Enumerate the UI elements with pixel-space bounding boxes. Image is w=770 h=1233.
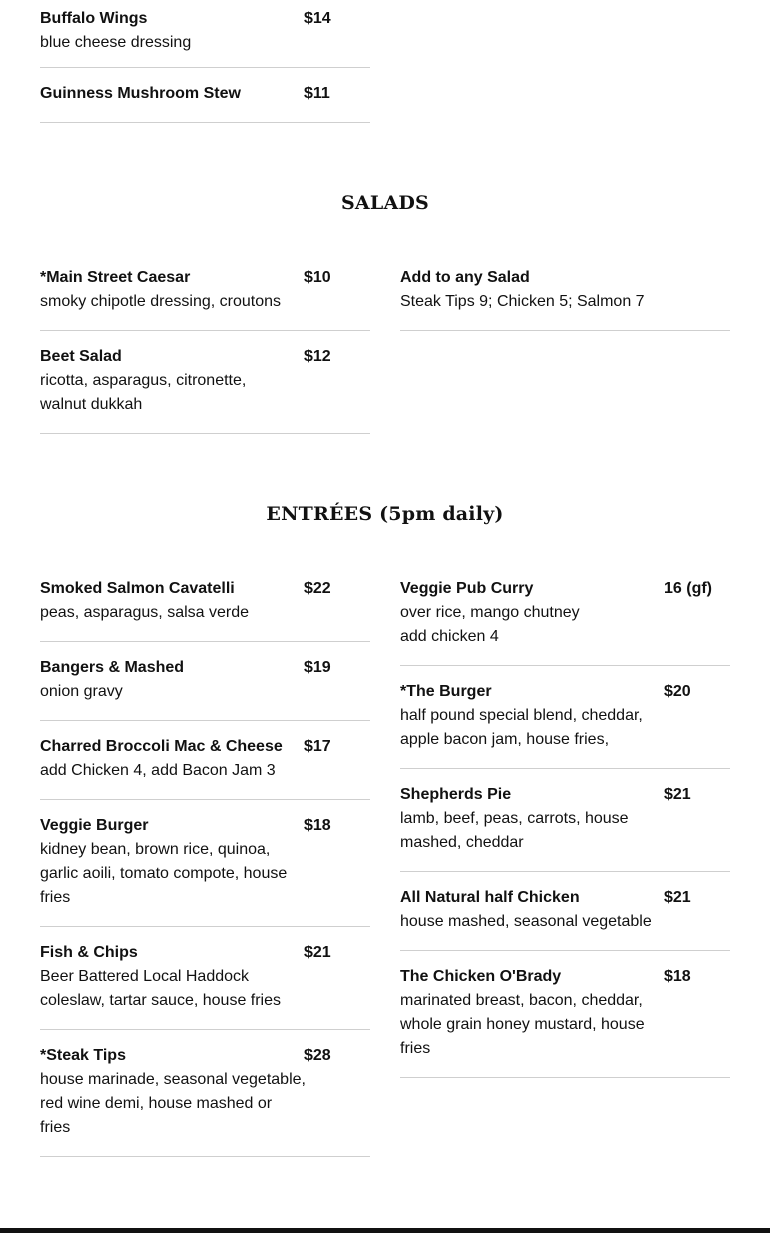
menu-item-guinness-stew <box>40 78 370 123</box>
item-description: blue cheese dressing <box>40 34 192 51</box>
section-title-entrees: ENTRÉES (5pm daily) <box>266 503 504 525</box>
menu-item-chicken-obrady <box>400 961 730 1078</box>
item-description: lamb, beef, peas, carrots, house mashed, cheddar <box>400 810 629 851</box>
item-description: Beer Battered Local Haddock <box>40 968 250 985</box>
item-description: over rice, mango chutney <box>400 604 580 621</box>
item-price: $22 <box>304 580 331 597</box>
item-description: house mashed, seasonal vegetable <box>400 913 652 930</box>
item-name: Shepherds Pie <box>400 786 512 803</box>
menu-item-main-street-caesar <box>40 262 370 331</box>
item-description: half pound special blend, cheddar, apple bacon jam, house fries, <box>400 707 643 748</box>
item-description: kidney bean, brown rice, quinoa, garlic aoili, tomato compote, house fries <box>40 841 288 906</box>
item-price: $21 <box>664 786 691 803</box>
item-name: Charred Broccoli Mac & Cheese <box>40 738 283 755</box>
item-description: marinated breast, bacon, cheddar, whole grain honey mustard, house fries <box>400 992 645 1057</box>
item-name: Veggie Burger <box>40 817 149 834</box>
item-price: 16 (gf) <box>664 580 712 597</box>
menu-item-mac-cheese <box>40 731 370 800</box>
item-name: Fish & Chips <box>40 944 138 961</box>
menu-item-steak-tips <box>40 1040 370 1157</box>
item-price: $17 <box>304 738 331 755</box>
item-name: Add to any Salad <box>400 269 530 286</box>
menu-item-bangers-mashed <box>40 652 370 721</box>
item-description-line-2: coleslaw, tartar sauce, house fries <box>40 992 282 1009</box>
item-price: $18 <box>664 968 691 985</box>
item-price: $10 <box>304 269 331 286</box>
item-price: $21 <box>664 889 691 906</box>
menu-item-the-burger <box>400 676 730 769</box>
menu-item-half-chicken <box>400 882 730 951</box>
item-description: peas, asparagus, salsa verde <box>40 604 250 621</box>
item-description: Steak Tips 9; Chicken 5; Salmon 7 <box>400 293 645 310</box>
item-description: onion gravy <box>40 683 123 700</box>
item-name: Beet Salad <box>40 348 122 365</box>
item-description-line-2: add chicken 4 <box>400 628 499 645</box>
item-description: add Chicken 4, add Bacon Jam 3 <box>40 762 276 779</box>
item-price: $14 <box>304 10 331 27</box>
item-name: Buffalo Wings <box>40 10 148 27</box>
menu-item-veggie-pub-curry <box>400 573 730 666</box>
item-name: Veggie Pub Curry <box>400 580 534 597</box>
item-description: smoky chipotle dressing, croutons <box>40 293 281 310</box>
menu-item-veggie-burger <box>40 810 370 927</box>
item-name: Smoked Salmon Cavatelli <box>40 580 235 597</box>
item-name: Bangers & Mashed <box>40 659 185 676</box>
item-price: $19 <box>304 659 331 676</box>
menu-item-buffalo-wings <box>40 3 370 68</box>
item-name: All Natural half Chicken <box>400 889 580 906</box>
item-price: $18 <box>304 817 331 834</box>
item-name: *Steak Tips <box>40 1047 126 1064</box>
item-name: Guinness Mushroom Stew <box>40 85 241 102</box>
item-price: $11 <box>304 85 330 102</box>
item-name: *The Burger <box>400 683 492 700</box>
item-price: $20 <box>664 683 691 700</box>
menu-item-add-to-salad <box>400 262 730 331</box>
menu-item-smoked-salmon-cavatelli <box>40 573 370 642</box>
footer-bar <box>0 1228 770 1233</box>
section-title-salads: SALADS <box>341 192 429 214</box>
item-name: The Chicken O'Brady <box>400 968 562 985</box>
menu-item-beet-salad <box>40 341 370 434</box>
item-price: $21 <box>304 944 331 961</box>
item-description: house marinade, seasonal vegetable, red wine demi, house mashed or fries <box>40 1071 306 1136</box>
item-price: $12 <box>304 348 331 365</box>
menu-item-fish-chips <box>40 937 370 1030</box>
menu-item-shepherds-pie <box>400 779 730 872</box>
item-name: *Main Street Caesar <box>40 269 191 286</box>
item-description: ricotta, asparagus, citronette, walnut dukkah <box>40 372 247 413</box>
item-price: $28 <box>304 1047 331 1064</box>
